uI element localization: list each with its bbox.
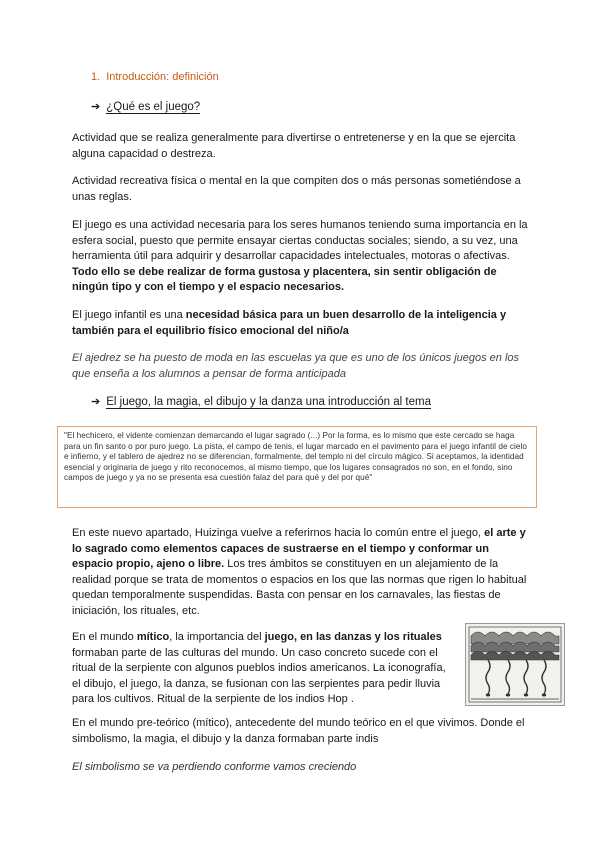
paragraph-huizinga: [72, 526, 532, 619]
paragraph-text: El juego infantil es una: [72, 309, 186, 321]
quote-text: "El hechicero, el vidente comienzan demarcando el lugar sagrado (...) Por la forma, es lo mismo que este cercado se haga para un fin santo o por puro juego. La pista, el campo de tenis, el lugar marcado en el pavimento para el juego infantil de cielo e infierno, y el tablero de ajedrez no se diferencian, formalmente, del templo ni del círculo mágico. Si aceptamos, la identidad esencial y originaria de juego y rito reconocemos, al mismo tiempo, que los lugares consagrados no son, en el fondo, sino campos de juego y ya no se presenta esa cuestión falaz del para qué y del por qué": [64, 431, 527, 483]
section-number: 1.: [91, 71, 101, 83]
paragraph-mythic-world: [72, 630, 452, 708]
paragraph-definition-1: Actividad que se realiza generalmente para divertirse o entretenerse y en la que se ejercita alguna capacidad o destreza.: [72, 132, 516, 160]
subheading-text: ¿Qué es el juego?: [106, 101, 201, 113]
paragraph-symbolism: El simbolismo se va perdiendo conforme vamos creciendo: [72, 761, 357, 773]
arrow-icon: ➔: [91, 101, 101, 113]
subheading-text: El juego, la magia, el dibujo y la danza una introducción al tema: [106, 396, 431, 408]
snake-ritual-image: [466, 624, 564, 705]
bold-text: necesidad básica para un buen desarrollo de la inteligencia y también para el equilibrio físico emocional del niño/a: [72, 309, 507, 337]
section-heading: [91, 71, 219, 83]
paragraph-text: En el mundo: [72, 631, 137, 643]
paragraph-text: El juego es una actividad necesaria para los seres humanos teniendo suma importancia en la esfera social, puesto que permite ensayar ciertas conductas sociales; siendo, a su vez, una herramienta útil para adquirir y desarrollar capacidades intelectuales, motoras o afectivas.: [72, 219, 528, 262]
subheading-juego-magia: [91, 395, 431, 408]
hopi-snake-ritual-illustration: [465, 623, 565, 706]
bold-text: Todo ello se debe realizar de forma gustosa y placentera, sin sentir obligación de ningún tipo y con el tiempo y el espacio necesarios.: [72, 265, 497, 293]
paragraph-text: Los tres ámbitos se constituyen en un alejamiento de la realidad porque se trata de momentos o espacios en los que las normas que rigen lo habitual quedan temporalmente suspendidas. Basta con pensar en los carnavales, las fiestas de iniciación, los rituales, etc.: [72, 558, 527, 617]
quote-box: [57, 426, 537, 508]
paragraph-text: formaban parte de las culturas del mundo. Un caso concreto sucede con el ritual de la serpiente con algunos pueblos indios americanos. La iconografía, el dibujo, el juego, la danza, se fusionan con las serpientes para pedir lluvia para los cultivos. Ritual de la serpiente de los indios Hop .: [72, 646, 446, 705]
paragraph-chess-note: El ajedrez se ha puesto de moda en las escuelas ya que es uno de los únicos juegos en los que enseña a los alumnos a pensar de forma anticipada: [72, 352, 520, 380]
bold-text: juego, en las danzas y los rituales: [264, 631, 442, 643]
bold-text: el arte y lo sagrado como elementos capaces de sustraerse en el tiempo y conformar un espacio propio, ajeno o libre.: [72, 527, 526, 570]
arrow-icon: ➔: [91, 396, 101, 408]
paragraph-text: , la importancia del: [169, 631, 265, 643]
subheading-que-es-el-juego: [91, 100, 200, 113]
bold-text: mítico: [136, 631, 170, 643]
paragraph-pre-theoretic: En el mundo pre-teórico (mítico), antecedente del mundo teórico en el que vivimos. Donde el simbolismo, la magia, el dibujo y la danza formaban parte indis: [72, 717, 525, 745]
paragraph-social-importance: [72, 218, 532, 296]
paragraph-text: En este nuevo apartado, Huizinga vuelve a referirnos hacia lo común entre el juego,: [72, 527, 485, 539]
section-title: Introducción: definición: [106, 71, 219, 83]
paragraph-child-play: [72, 308, 532, 339]
paragraph-definition-2: Actividad recreativa física o mental en la que compiten dos o más personas sometiéndose a unas reglas.: [72, 175, 521, 203]
